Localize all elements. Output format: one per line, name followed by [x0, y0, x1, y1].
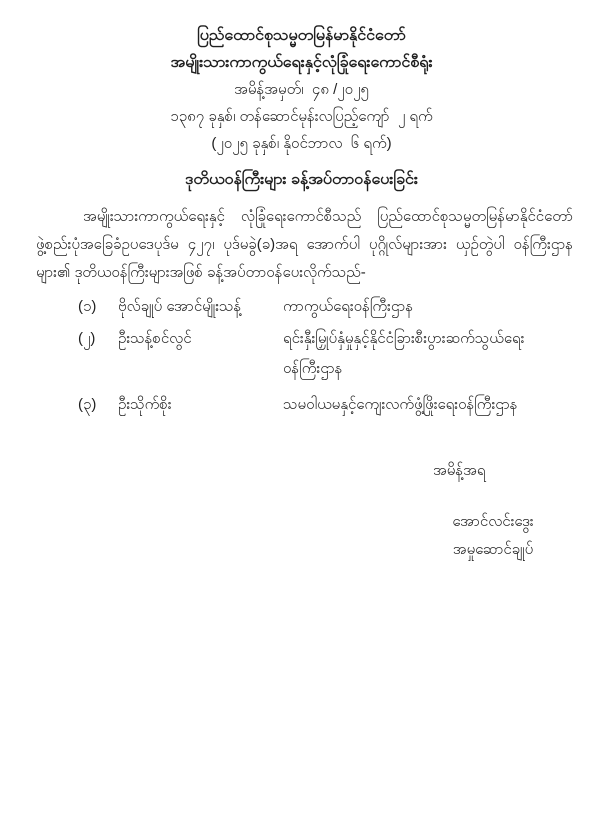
appointment-row [0, 390, 603, 420]
appointee-name: ဦးသိုက်စိုး [118, 396, 172, 413]
myanmar-era-date: ၁၃၈၇ ခုနှစ်၊ တန်ဆောင်မုန်းလပြည့်ကျော် ၂ ရက် [170, 108, 433, 125]
appointment-number: (၃) [78, 396, 97, 413]
by-order-label: အမိန့်အရ [433, 462, 486, 479]
appointee-ministry: သမဝါယမနှင့်ကျေးလက်ဖွံ့ဖြိုးရေးဝန်ကြီးဌာန [283, 396, 518, 413]
appointee-name: ဦးသန့်စင်လွင် [118, 330, 192, 347]
appointment-row [0, 324, 603, 384]
appointee-ministry: ရင်းနှီးမြှုပ်နှံမှုနှင့်နိုင်ငံခြားစီးပွားဆက်သွယ်ရေး ဝန်ကြီးဌာန [283, 330, 525, 377]
appointee-name: ဗိုလ်ချုပ် အောင်မျိုးသန့် [118, 298, 242, 315]
council-office-title: အမျိုးသားကာကွယ်ရေးနှင့်လုံခြုံရေးကောင်စီရုံး [170, 54, 433, 71]
signatory-title: အမှုဆောင်ချုပ် [452, 541, 534, 558]
appointment-row [0, 292, 603, 322]
appointee-ministry: ကာကွယ်ရေးဝန်ကြီးဌာန [283, 298, 414, 315]
appointments-list [0, 292, 603, 420]
signature-block [418, 508, 568, 564]
body-paragraph: အမျိုးသားကာကွယ်ရေးနှင့် လုံခြုံရေးကောင်စီသည် ပြည်ထောင်စုသမ္မတမြန်မာနိုင်ငံတော် ဖွဲ့စည်းပုံအခြေခံဥပဒေပုဒ်မ ၄၂၇၊ ပုဒ်မခွဲ(ခ)အရ အောက်ပါ ပုဂ္ဂိုလ်များအား ယှဉ်တွဲပါ ဝန်ကြီးဌာနများ၏ ဒုတိယဝန်ကြီးများအဖြစ် ခန့်အပ်တာဝန်ပေးလိုက်သည်- [36, 208, 573, 281]
subject-heading: ဒုတိယဝန်ကြီးများ ခန့်အပ်တာဝန်ပေးခြင်း [185, 171, 418, 188]
appointment-number: (၂) [78, 330, 96, 347]
appointment-number: (၁) [78, 298, 97, 315]
state-title: ပြည်ထောင်စုသမ္မတမြန်မာနိုင်ငံတော် [197, 27, 406, 44]
order-number: အမိန့်အမှတ်၊ ၄၈ /၂၀၂၅ [234, 81, 369, 98]
signatory-name: အောင်လင်းဒွေး [452, 513, 534, 530]
gregorian-date: (၂၀၂၅ ခုနှစ်၊ နိုဝင်ဘာလ ၆ ရက်) [211, 135, 392, 152]
